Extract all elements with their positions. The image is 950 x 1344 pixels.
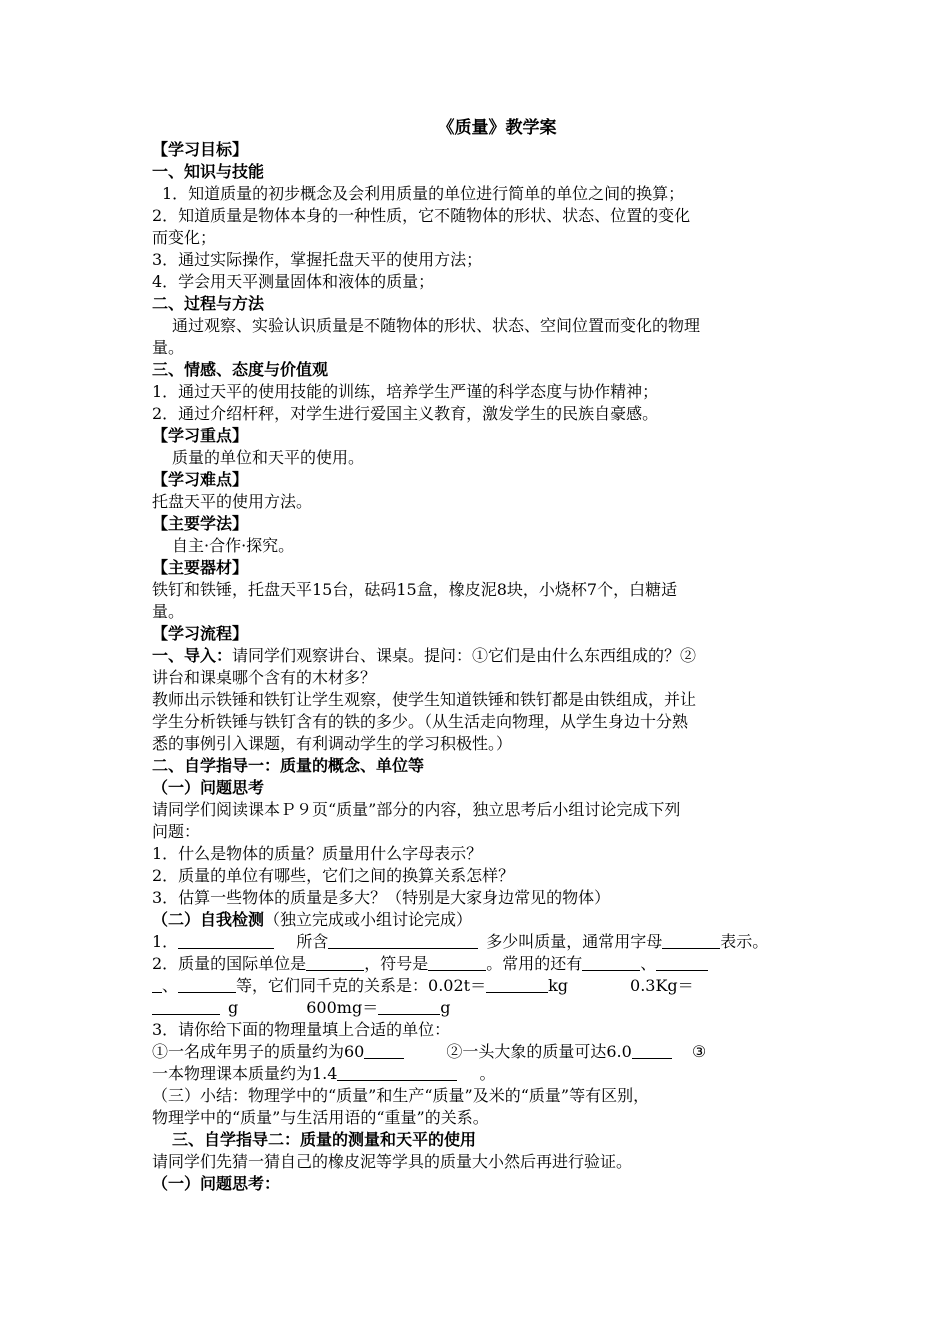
heading-difficulty: 【学习难点】 xyxy=(152,470,249,489)
heading-learning-flow: 【学习流程】 xyxy=(152,624,249,643)
answer-blank[interactable] xyxy=(632,1042,672,1059)
unit-text: kg xyxy=(548,976,569,995)
intro-line: 讲台和课桌哪个含有的木材多？ xyxy=(152,668,377,687)
exercise-text: 表示。 xyxy=(720,932,769,951)
exercise-3-items xyxy=(152,1041,822,1063)
question-item: 2．质量的单位有哪些，它们之间的换算关系怎样？ xyxy=(152,866,515,885)
answer-blank[interactable] xyxy=(328,932,478,949)
summary-line: 物理学中的“质量”与生活用语的“重量”的关系。 xyxy=(152,1108,489,1127)
reading-instruction: 请同学们阅读课本Ｐ９页“质量”部分的内容，独立思考后小组讨论完成下列 xyxy=(152,800,681,819)
heading-equipment: 【主要器材】 xyxy=(152,558,249,577)
difficulty-text: 托盘天平的使用方法。 xyxy=(152,492,313,511)
heading-question-thinking-2: （一）问题思考： xyxy=(152,1174,281,1193)
exercise-text: ，符号是 xyxy=(364,954,429,973)
exercise-1 xyxy=(152,931,822,953)
key-point-text: 质量的单位和天平的使用。 xyxy=(172,448,365,467)
guess-instruction: 请同学们先猜一猜自己的橡皮泥等学具的质量大小然后再进行验证。 xyxy=(152,1152,633,1171)
goal-line: 而变化； xyxy=(152,228,217,247)
summary-line: （三）小结：物理学中的“质量”和生产“质量”及米的“质量”等有区别， xyxy=(152,1086,650,1105)
question-item: 1．什么是物体的质量？质量用什么字母表示？ xyxy=(152,844,483,863)
question-item: 3．估算一些物体的质量是多大？（特别是大家身边常见的物体） xyxy=(152,888,611,907)
answer-blank[interactable] xyxy=(306,954,364,971)
unit-text: g xyxy=(228,998,239,1017)
heading-emotion-values: 三、情感、态度与价值观 xyxy=(152,360,329,379)
answer-blank[interactable] xyxy=(178,976,236,993)
exercise-text: ③ xyxy=(691,1042,707,1061)
exercise-text: 600mg＝ xyxy=(306,998,379,1017)
answer-blank[interactable] xyxy=(178,932,274,949)
heading-self-study-1: 二、自学指导一：质量的概念、单位等 xyxy=(152,756,425,775)
intro-line: 悉的事例引入课题，有利调动学生的学习积极性。） xyxy=(152,734,513,753)
exercise-text: 2．质量的国际单位是 xyxy=(152,954,307,973)
intro-label: 一、导入： xyxy=(152,646,233,665)
emotion-line: 2．通过介绍杆秤，对学生进行爱国主义教育，激发学生的民族自豪感。 xyxy=(152,404,659,423)
goal-line: 1．知道质量的初步概念及会利用质量的单位进行简单的单位之间的换算； xyxy=(162,184,685,203)
exercise-text: 0.3Kg＝ xyxy=(630,976,694,995)
goal-line: 3．通过实际操作，掌握托盘天平的使用方法； xyxy=(152,250,483,269)
process-line: 量。 xyxy=(152,338,185,357)
exercise-2 xyxy=(152,953,822,975)
intro-text: 请同学们观察讲台、课桌。提问：①它们是由什么东西组成的？② xyxy=(232,646,697,665)
exercise-text: ②一头大象的质量可达6.0 xyxy=(446,1042,632,1061)
exercise-text: 。 xyxy=(479,1064,496,1083)
answer-blank[interactable] xyxy=(152,998,220,1015)
answer-blank[interactable] xyxy=(152,976,162,993)
answer-blank[interactable] xyxy=(656,954,708,971)
exercise-3-title: 3．请你给下面的物理量填上合适的单位： xyxy=(152,1020,451,1039)
exercise-text: 多少叫质量，通常用字母 xyxy=(486,932,663,951)
reading-instruction: 问题： xyxy=(152,822,201,841)
exercise-text: 、 xyxy=(640,954,657,973)
heading-learning-method: 【主要学法】 xyxy=(152,514,249,533)
heading-self-study-2: 三、自学指导二：质量的测量和天平的使用 xyxy=(172,1130,477,1149)
self-check-note: （独立完成或小组讨论完成） xyxy=(264,910,473,929)
heading-process-method: 二、过程与方法 xyxy=(152,294,265,313)
exercise-text: 。常用的还有 xyxy=(486,954,583,973)
exercise-text: 一本物理课本质量约为1.4 xyxy=(152,1064,338,1083)
exercise-text: 等，它们同千克的关系是：0.02t＝ xyxy=(236,976,487,995)
heading-knowledge-skills: 一、知识与技能 xyxy=(152,162,265,181)
process-line: 通过观察、实验认识质量是不随物体的形状、状态、空间位置而变化的物理 xyxy=(172,316,701,335)
intro-line: 学生分析铁锤与铁钉含有的铁的多少。（从生活走向物理，从学生身边十分熟 xyxy=(152,712,689,731)
heading-learning-goals: 【学习目标】 xyxy=(152,140,249,159)
equipment-line: 铁钉和铁锤，托盘天平15台，砝码15盒，橡皮泥8块，小烧杯7个，白糖适 xyxy=(152,580,678,599)
unit-text: g xyxy=(440,998,451,1017)
document-title: 《质量》教学案 xyxy=(437,118,557,138)
answer-blank[interactable] xyxy=(364,1042,404,1059)
emotion-line: 1．通过天平的使用技能的训练，培养学生严谨的科学态度与协作精神； xyxy=(152,382,659,401)
answer-blank[interactable] xyxy=(378,998,440,1015)
exercise-2-cont xyxy=(152,997,822,1019)
exercise-text: 、 xyxy=(162,976,179,995)
exercise-text: 所含 xyxy=(296,932,329,951)
answer-blank[interactable] xyxy=(428,954,486,971)
answer-blank[interactable] xyxy=(486,976,548,993)
answer-blank[interactable] xyxy=(582,954,640,971)
heading-self-check: （二）自我检测 xyxy=(152,910,265,929)
exercise-number: 1． xyxy=(152,932,179,951)
intro-line: 教师出示铁锤和铁钉让学生观察，使学生知道铁锤和铁钉都是由铁组成，并让 xyxy=(152,690,697,709)
equipment-line: 量。 xyxy=(152,602,185,621)
answer-blank[interactable] xyxy=(337,1064,457,1081)
exercise-3-items-cont xyxy=(152,1063,822,1085)
answer-blank[interactable] xyxy=(662,932,720,949)
method-text: 自主·合作·探究。 xyxy=(172,536,295,555)
exercise-2-cont xyxy=(152,975,822,997)
intro-line xyxy=(152,645,822,667)
goal-line: 2．知道质量是物体本身的一种性质，它不随物体的形状、状态、位置的变化 xyxy=(152,206,691,225)
goal-line: 4．学会用天平测量固体和液体的质量； xyxy=(152,272,435,291)
heading-key-point: 【学习重点】 xyxy=(152,426,249,445)
heading-question-thinking: （一）问题思考 xyxy=(152,778,265,797)
document-body xyxy=(152,117,822,1195)
self-check-line xyxy=(152,909,822,931)
exercise-text: ①一名成年男子的质量约为60 xyxy=(152,1042,365,1061)
